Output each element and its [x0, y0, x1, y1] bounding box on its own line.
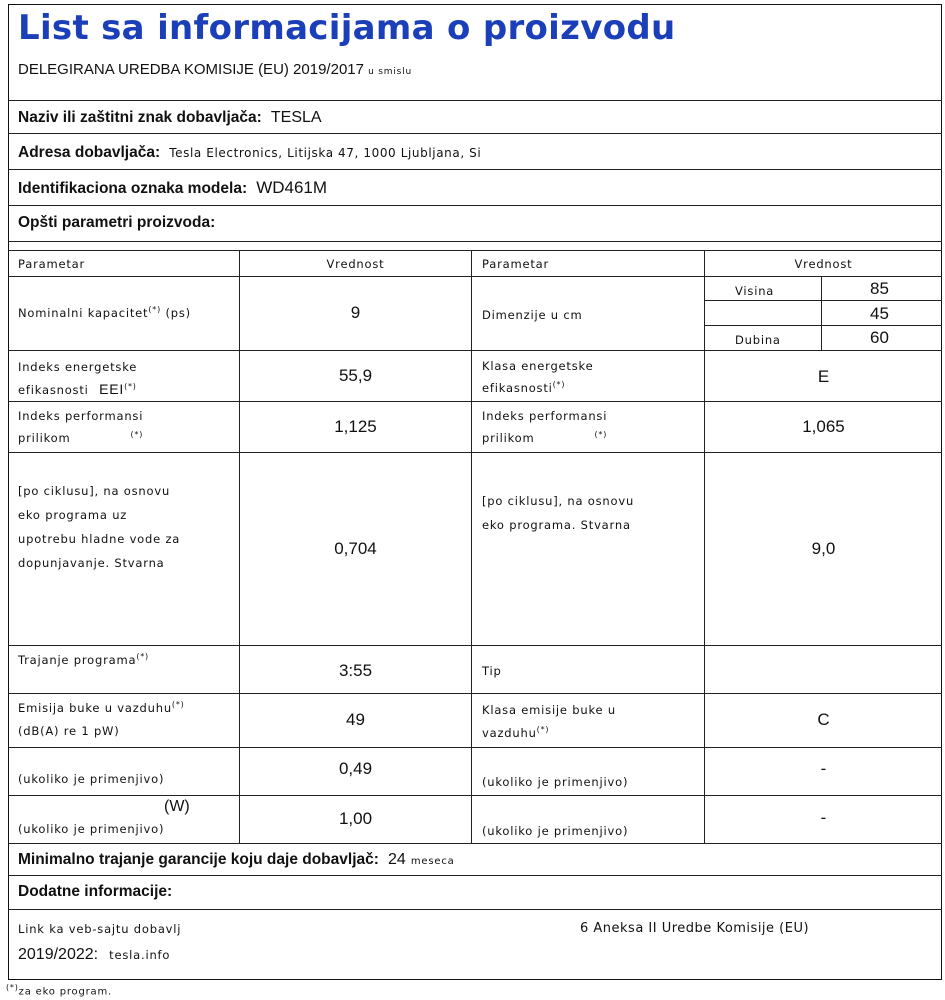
type-label: Tip [482, 664, 502, 678]
footnote-marker: (*) [124, 382, 137, 392]
row7-right-value: - [820, 759, 827, 778]
header-param-right: Parametar [482, 257, 550, 271]
dim-depth-label: Dubina [735, 333, 781, 347]
dim-height-value: 85 [870, 279, 889, 298]
dim-height-label: Visina [735, 284, 775, 298]
eei-label-line1: Indeks energetske [18, 360, 138, 374]
divider [8, 875, 942, 876]
footnote-marker: (*) [552, 380, 566, 389]
link-url[interactable]: tesla.info [109, 948, 171, 962]
header-param-left: Parametar [18, 257, 86, 271]
performance-left-value: 1,125 [334, 417, 377, 436]
footnote [6, 983, 112, 997]
warranty-row [18, 849, 455, 869]
divider [8, 169, 942, 170]
eei-label-line2 [18, 381, 137, 397]
divider [8, 205, 942, 206]
warranty-unit: meseca [410, 856, 455, 867]
energy-cycle-line4: dopunjavanje. Stvarna [18, 556, 165, 570]
noise-class-line1: Klasa emisije buke u [482, 703, 616, 717]
footnote-marker: (*) [171, 700, 185, 709]
dimensions-label: Dimenzije u cm [482, 308, 583, 322]
address-row [18, 142, 481, 162]
performance-right-line1: Indeks performansi [482, 409, 608, 423]
footnote-marker: (*) [148, 305, 162, 314]
supplier-label: Naziv ili zaštitni znak dobavljača: [18, 109, 262, 126]
warranty-label: Minimalno trajanje garancije koju daje dobavljač: [18, 851, 379, 868]
performance-right-line2 [482, 430, 607, 445]
capacity-value: 9 [350, 303, 361, 322]
link-year: 2019/2022: [18, 946, 99, 963]
noise-class-text: vazduhu [482, 725, 537, 740]
performance-left-line2 [18, 430, 143, 445]
divider [704, 300, 942, 301]
energy-cycle-line2: eko programa uz [18, 508, 128, 522]
footnote-marker: (*) [594, 430, 608, 439]
footnote-marker: (*) [136, 652, 149, 661]
supplier-row [18, 107, 322, 127]
row7-left-value: 0,49 [338, 759, 373, 778]
noise-label-line1 [18, 700, 185, 715]
regulation-subtitle [18, 61, 412, 78]
energy-class-label-line1: Klasa energetske [482, 359, 594, 373]
divider [8, 133, 942, 134]
noise-class-value: C [817, 710, 830, 729]
model-value: WD461M [256, 178, 328, 197]
eei-value: 55,9 [338, 366, 373, 385]
general-params-label: Opšti parametri proizvoda: [18, 214, 216, 231]
divider [8, 250, 942, 251]
column-divider [821, 276, 822, 350]
performance-right-value: 1,065 [802, 417, 845, 436]
supplier-value: TESLA [270, 109, 322, 126]
program-duration-label [18, 652, 149, 667]
divider [8, 747, 942, 748]
footnote-marker: (*) [536, 725, 550, 734]
page-title: List sa informacijama o proizvodu [18, 8, 676, 48]
divider [8, 350, 942, 351]
divider [8, 241, 942, 242]
energy-class-label-text: efikasnosti [482, 380, 553, 395]
energy-cycle-line3: upotrebu hladne vode za [18, 532, 181, 546]
model-label: Identifikaciona oznaka modela: [18, 180, 248, 197]
performance-left-text: prilikom [18, 430, 71, 445]
regulation-suffix: u smislu [368, 67, 412, 77]
row7-right-label: (ukoliko je primenjivo) [482, 775, 629, 789]
header-value-left: Vrednost [326, 257, 385, 271]
row8-right-value: - [820, 808, 827, 827]
link-line1: Link ka veb-sajtu dobavlj [18, 922, 182, 936]
divider [8, 452, 942, 453]
eei-label-text: efikasnosti [18, 383, 89, 397]
header-value-right: Vrednost [794, 257, 853, 271]
divider [8, 909, 942, 910]
divider [8, 276, 942, 277]
row8-left-value: 1,00 [338, 809, 373, 828]
row7-left-label: (ukoliko je primenjivo) [18, 772, 165, 786]
row8-left-label: (ukoliko je primenjivo) [18, 822, 165, 836]
energy-cycle-value: 0,704 [334, 539, 377, 558]
footnote-marker: (*) [130, 430, 144, 439]
regulation-text: DELEGIRANA UREDBA KOMISIJE (EU) 2019/2017 [18, 61, 364, 78]
divider [8, 693, 942, 694]
noise-label-text: Emisija buke u vazduhu [18, 700, 172, 715]
capacity-unit: (ps) [165, 305, 191, 320]
additional-info-label: Dodatne informacije: [18, 883, 173, 900]
dim-width-value: 45 [870, 304, 889, 323]
energy-class-label-line2 [482, 380, 565, 395]
water-cycle-value: 9,0 [811, 539, 836, 558]
divider [8, 645, 942, 646]
capacity-label-text: Nominalni kapacitet [18, 305, 149, 320]
performance-right-text: prilikom [482, 430, 535, 445]
divider [8, 795, 942, 796]
address-value: Tesla Electronics, Litijska 47, 1000 Ljubljana, Si [169, 146, 482, 160]
divider [8, 843, 942, 844]
noise-class-line2 [482, 725, 549, 740]
footnote-marker: (*) [6, 983, 19, 992]
dim-depth-value: 60 [870, 328, 889, 347]
address-label: Adresa dobavljača: [18, 144, 161, 161]
row8-right-label: (ukoliko je primenjivo) [482, 824, 629, 838]
water-cycle-line1: [po ciklusu], na osnovu [482, 494, 635, 508]
performance-left-line1: Indeks performansi [18, 409, 144, 423]
divider [704, 325, 942, 326]
footnote-text: za eko program. [18, 986, 112, 998]
noise-value: 49 [346, 710, 365, 729]
eei-abbrev: EEI [99, 381, 125, 397]
program-duration-text: Trajanje programa [18, 652, 137, 667]
water-cycle-line2: eko programa. Stvarna [482, 518, 631, 532]
divider [8, 401, 942, 402]
noise-label-line2: (dB(A) re 1 pW) [18, 724, 120, 738]
capacity-label [18, 305, 191, 320]
program-duration-value: 3:55 [338, 661, 373, 680]
energy-class-value: E [817, 367, 830, 386]
warranty-value: 24 [388, 851, 406, 868]
link-line2 [18, 944, 170, 964]
divider [8, 100, 942, 101]
model-row [18, 178, 327, 198]
column-divider [471, 250, 472, 843]
row8-left-unit: (W) [164, 798, 190, 815]
energy-cycle-line1: [po ciklusu], na osnovu [18, 484, 171, 498]
regulation-reference: 6 Aneksa II Uredbe Komisije (EU) [580, 921, 810, 936]
